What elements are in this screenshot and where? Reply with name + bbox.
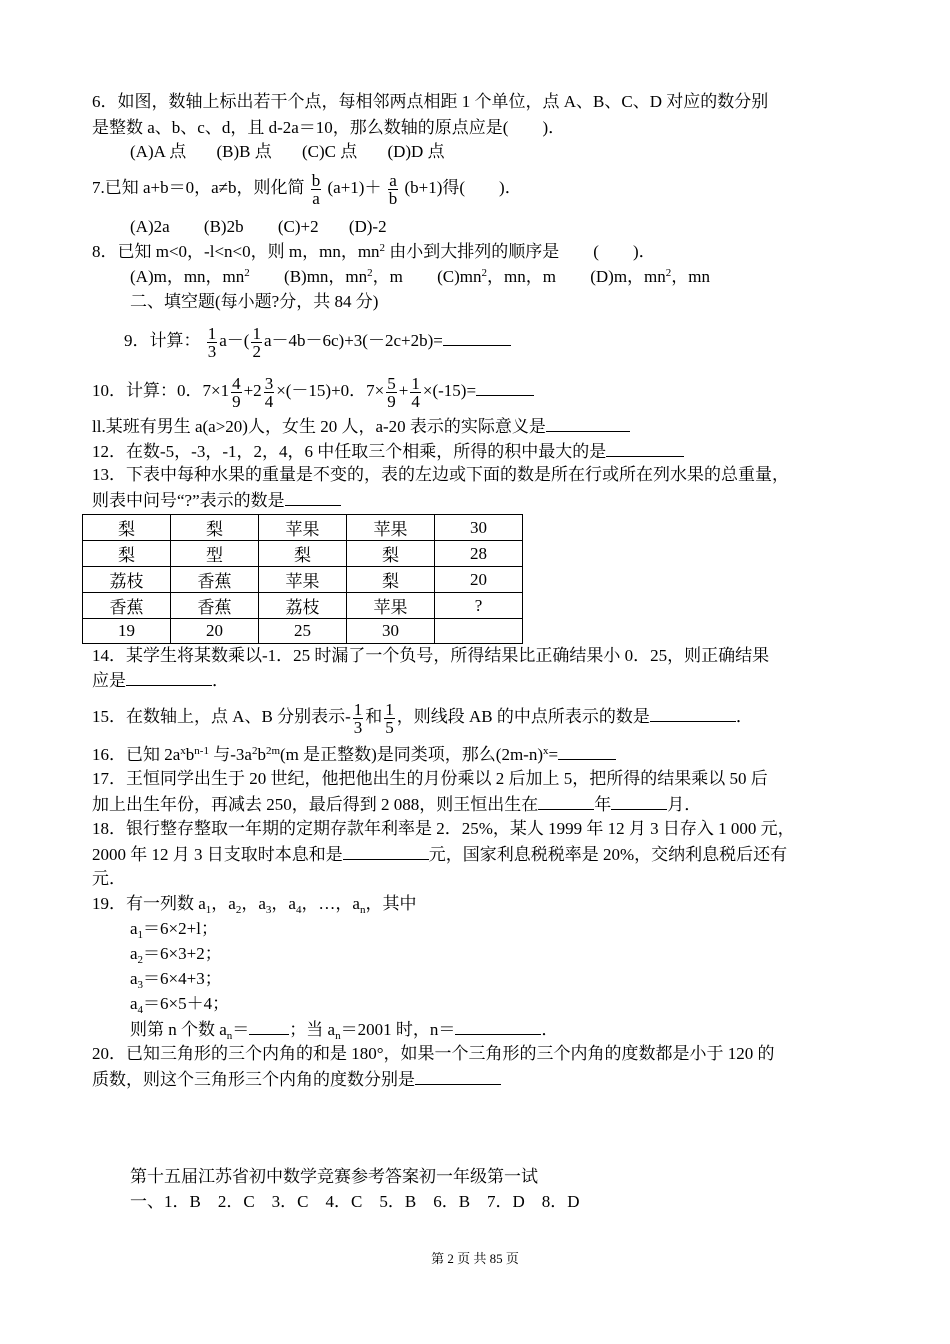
- q9-line: [124, 318, 511, 364]
- q10-prefix: 10．计算：0．7×1: [92, 381, 230, 400]
- q9-f2-num: 1: [252, 323, 261, 343]
- table-cell: 梨: [83, 515, 171, 541]
- q11-text: ll.某班有男生 a(a>20)人，女生 20 人，a-20 表示的实际意义是: [92, 417, 546, 436]
- table-row: [83, 619, 523, 644]
- q9-rest: a－4b－6c)+3(－2c+2b)=: [263, 331, 443, 350]
- q10-f3-den: 9: [387, 391, 396, 411]
- q10-fraction-3: [386, 375, 397, 410]
- q9-f1-den: 3: [207, 341, 217, 361]
- q15-f2-num: 1: [385, 699, 394, 719]
- q19-ask-c: ；当 a: [289, 1020, 336, 1039]
- q19-tail: ，其中: [365, 894, 417, 913]
- q10-f1-num: 4: [232, 373, 241, 393]
- q13-answer-blank: [285, 489, 341, 506]
- q17-year-blank: [538, 793, 594, 810]
- q7-option-b: (B)2b: [203, 217, 244, 236]
- q19-a4: a: [288, 894, 296, 913]
- q19-row3: [130, 968, 222, 990]
- q7-option-a: (A)2a: [130, 217, 170, 236]
- q8-option-c: (C)mn: [437, 267, 482, 286]
- q16-s2: n-1: [194, 745, 209, 757]
- table-cell: 20: [435, 567, 523, 593]
- table-cell: 苹果: [259, 567, 347, 593]
- q19-sub3: 3: [265, 904, 272, 916]
- table-cell: 香蕉: [171, 593, 259, 619]
- q9-prefix: 9．计算：: [124, 331, 201, 350]
- q19-intro-text: 19．有一列数 a: [92, 894, 206, 913]
- q8-option-c-tail: ，mn，m: [487, 267, 556, 286]
- q7-f2-num: a: [389, 170, 397, 190]
- q19-sub2: 2: [235, 904, 242, 916]
- q16-t1: 16．已知 2a: [92, 745, 181, 764]
- q8-text-a: 8．已知 m<0，-l<n<0，则 m，mn，mn: [92, 242, 380, 261]
- table-cell: 荔枝: [259, 593, 347, 619]
- q7-fraction-b-over-a: [311, 172, 322, 207]
- q18-line3: 元．: [92, 869, 126, 888]
- q10-f3-num: 5: [387, 373, 396, 393]
- q6-options: [130, 141, 445, 163]
- q10-fraction-4: [410, 375, 421, 410]
- table-cell: ?: [435, 593, 523, 619]
- table-cell: 梨: [171, 515, 259, 541]
- q6-line1: 6．如图，数轴上标出若干个点，每相邻两点相距 1 个单位，点 A、B、C、D 对应的数分别: [92, 92, 769, 111]
- q19-sep3: ，: [271, 894, 289, 913]
- q9-f2-den: 2: [252, 341, 261, 361]
- q16-line: [92, 743, 616, 766]
- q7-fraction-a-over-b: [388, 172, 399, 207]
- q15-fraction-2: [384, 701, 395, 736]
- q8-option-a-sup: 2: [244, 267, 250, 279]
- q19-row4: [130, 993, 229, 1015]
- q11-line: [92, 415, 630, 438]
- table-cell: 苹果: [347, 515, 435, 541]
- q19-row3-sub: 3: [137, 979, 144, 991]
- q19-row3-text: ＝6×4+3；: [143, 969, 222, 988]
- q14-line2: [92, 669, 229, 692]
- table-cell: 梨: [347, 567, 435, 593]
- q8-option-a: (A)m，mn，mn: [130, 267, 245, 286]
- q19-dots: ，…，a: [301, 894, 360, 913]
- q19-row4-sub: 4: [137, 1004, 144, 1016]
- q19-row1-text: ＝6×2+l；: [143, 919, 218, 938]
- q8-sup: 2: [379, 242, 386, 254]
- q7-mid: (a+1)＋: [327, 178, 382, 197]
- q10-p2: +2: [243, 381, 262, 400]
- q16-t4: b: [257, 745, 266, 764]
- q16-answer-blank: [558, 743, 616, 760]
- q16-s4: 2m: [265, 745, 280, 757]
- q15-fraction-1: [353, 701, 364, 736]
- q8-option-b-tail: ，m: [372, 267, 403, 286]
- table-cell: 香蕉: [83, 593, 171, 619]
- table-row: [83, 593, 523, 619]
- page-footer: 第 2 页 共 85 页: [431, 1251, 519, 1266]
- q10-answer-blank: [476, 379, 534, 396]
- q12-answer-blank: [606, 440, 684, 457]
- q10-fraction-2: [264, 375, 275, 410]
- q15-f1-den: 3: [353, 717, 363, 737]
- q10-f1-den: 9: [232, 391, 241, 411]
- q20-answer-blank: [415, 1068, 501, 1085]
- q10-f4-num: 1: [411, 373, 420, 393]
- q20-line2: [92, 1068, 501, 1091]
- table-cell: 28: [435, 541, 523, 567]
- q9-fraction-1: [207, 325, 218, 360]
- q7-f1-den: a: [312, 188, 320, 208]
- q19-row1: [130, 918, 218, 940]
- q19-ask-d: ＝2001 时，n＝: [340, 1020, 456, 1039]
- q7-option-c: (C)+2: [277, 217, 319, 236]
- q15-line: [92, 694, 753, 740]
- q18-text-b: 元，国家利息税税率是 20%，交纳利息税后还有: [428, 845, 788, 864]
- q20-text: 质数，则这个三角形三个内角的度数分别是: [92, 1070, 415, 1089]
- q19-row2-sub: 2: [137, 954, 144, 966]
- q15-prefix: 15．在数轴上，点 A、B 分别表示-: [92, 707, 351, 726]
- q8-text-b: 由小到大排列的顺序是 ( )．: [385, 242, 656, 261]
- q19-sep1: ，: [211, 894, 229, 913]
- q9-f1-num: 1: [207, 323, 217, 343]
- q20-line1: 20．已知三角形的三个内角的和是 180°，如果一个三角形的三个内角的度数都是小于 120 的: [92, 1044, 775, 1063]
- q17-text-a: 加上出生年份，再减去 250，最后得到 2 088，则王恒出生在: [92, 795, 539, 814]
- table-cell: 型: [171, 541, 259, 567]
- q7-f1-num: b: [311, 170, 321, 190]
- q7-f2-den: b: [388, 188, 398, 208]
- q19-ask-sub1: n: [226, 1030, 233, 1042]
- q6-option-b: (B)B 点: [216, 142, 272, 161]
- table-cell: 香蕉: [171, 567, 259, 593]
- q6-option-d: (D)D 点: [387, 142, 445, 161]
- q7-options: [130, 216, 387, 238]
- q14-text: 应是: [92, 671, 126, 690]
- q18-answer-blank: [343, 843, 429, 860]
- q9-fraction-2: [251, 325, 262, 360]
- q6-option-a: (A)A 点: [130, 142, 187, 161]
- q12-line: [92, 440, 684, 463]
- table-cell: [435, 619, 523, 644]
- table-cell: 梨: [83, 541, 171, 567]
- q13-text: 则表中问号“?”表示的数是: [92, 491, 285, 510]
- q10-f2-den: 4: [264, 391, 274, 411]
- q8-option-d: (D)m，mn: [590, 267, 666, 286]
- q17-line2: [92, 793, 701, 816]
- q13-line1: 13．下表中每种水果的重量是不变的，表的左边或下面的数是所在行或所在列水果的总重量，: [92, 465, 789, 484]
- q14-answer-blank: [126, 669, 212, 686]
- q19-row4-text: ＝6×5＋4；: [143, 994, 230, 1013]
- table-cell: 苹果: [347, 593, 435, 619]
- q19-sep2: ，: [241, 894, 259, 913]
- q18-text-a: 2000 年 12 月 3 日支取时本息和是: [92, 845, 343, 864]
- q16-t6: =: [548, 745, 559, 764]
- q14-end: ．: [212, 671, 229, 690]
- q10-fraction-1: [231, 375, 242, 410]
- q6-option-c: (C)C 点: [301, 142, 358, 161]
- q9-a: a－(: [219, 331, 250, 350]
- q19-row1-sub: 1: [137, 929, 144, 941]
- q17-line1: 17．王恒同学出生于 20 世纪，他把他出生的月份乘以 2 后加上 5，把所得的结果乘以 50 后: [92, 769, 768, 788]
- q7-option-d: (D)-2: [348, 217, 387, 236]
- q10-f2-num: 3: [264, 373, 274, 393]
- q11-answer-blank: [546, 415, 630, 432]
- q7-line: [92, 165, 522, 211]
- q19-sub1: 1: [205, 904, 212, 916]
- q19-ask-b: ＝: [232, 1020, 250, 1039]
- q19-row3-a: a: [130, 969, 138, 988]
- q15-suffix: ，则线段 AB 的中点所表示的数是: [396, 707, 650, 726]
- table-row: [83, 541, 523, 567]
- q19-sub4: 4: [295, 904, 302, 916]
- q19-ask-a: 则第 n 个数 a: [130, 1020, 227, 1039]
- q19-n-blank: [455, 1018, 541, 1035]
- table-cell: 20: [171, 619, 259, 644]
- q16-t2: b: [185, 745, 195, 764]
- q19-row2: [130, 943, 222, 965]
- q8-option-d-sup: 2: [665, 267, 672, 279]
- q8-line: [92, 241, 656, 263]
- q16-t3: 与-3a: [208, 745, 252, 764]
- answer-line: 一、1．B 2．C 3．C 4．C 5．B 6．B 7．D 8．D: [130, 1192, 580, 1211]
- fruit-weight-table: [82, 514, 523, 644]
- q7-prefix: 7.已知 a+b＝0，a≠b，则化简: [92, 178, 305, 197]
- q9-answer-blank: [443, 329, 511, 346]
- q10-p5: ×(-15)=: [422, 381, 477, 400]
- q8-option-c-sup: 2: [481, 267, 488, 279]
- table-cell: 梨: [347, 541, 435, 567]
- section-fill-in-heading: 二、填空题(每小题?分，共 84 分): [130, 292, 379, 311]
- q15-mid: 和: [365, 707, 383, 726]
- q16-s5: x: [543, 745, 549, 757]
- q19-row2-text: ＝6×3+2；: [143, 944, 222, 963]
- q18-line2: [92, 843, 787, 866]
- table-cell: 梨: [259, 541, 347, 567]
- table-cell: 19: [83, 619, 171, 644]
- q12-text: 12．在数-5，-3，-1，2，4，6 中任取三个相乘，所得的积中最大的是: [92, 442, 607, 461]
- q19-row2-a: a: [130, 944, 138, 963]
- q8-option-b: (B)mn，mn: [284, 267, 368, 286]
- q17-text-b: 年: [594, 795, 612, 814]
- q16-s3: 2: [251, 745, 258, 757]
- q19-a2: a: [228, 894, 236, 913]
- q19-row4-a: a: [130, 994, 138, 1013]
- q19-ask-e: ．: [541, 1020, 559, 1039]
- answer-title: 第十五届江苏省初中数学竞赛参考答案初一年级第一试: [130, 1167, 538, 1186]
- q8-options: [130, 266, 710, 288]
- table-cell: 荔枝: [83, 567, 171, 593]
- q19-intro: [92, 893, 416, 915]
- q10-p4: +: [398, 381, 409, 400]
- q19-a3: a: [258, 894, 266, 913]
- q17-month-blank: [611, 793, 667, 810]
- q8-option-d-tail: ，mn: [671, 267, 710, 286]
- q6-line2: 是整数 a、b、c、d，且 d-2a＝10，那么数轴的原点应是( )．: [92, 118, 566, 137]
- table-row: [83, 567, 523, 593]
- table-cell: 30: [435, 515, 523, 541]
- q19-ask-sub2: n: [335, 1030, 341, 1042]
- q10-line: [92, 368, 534, 414]
- q14-line1: 14．某学生将某数乘以-1．25 时漏了一个负号，所得结果比正确结果小 0．25，则正确结果: [92, 646, 770, 665]
- q19-formula-blank: [249, 1018, 289, 1035]
- q17-text-c: 月．: [667, 795, 702, 814]
- q16-t5: (m 是正整数)是同类项，那么(2m-n): [280, 745, 544, 764]
- q15-f1-num: 1: [353, 699, 363, 719]
- table-cell: 25: [259, 619, 347, 644]
- table-cell: 30: [347, 619, 435, 644]
- q15-end: ．: [735, 707, 753, 726]
- q16-s1: x: [180, 745, 186, 757]
- q7-suffix: (b+1)得( )．: [404, 178, 522, 197]
- table-row: [83, 515, 523, 541]
- q18-line1: 18．银行整存整取一年期的定期存款年利率是 2．25%，某人 1999 年 12 月 3 日存入 1 000 元，: [92, 819, 795, 838]
- table-cell: 苹果: [259, 515, 347, 541]
- q13-line2: [92, 489, 341, 512]
- q19-ask: [130, 1018, 558, 1041]
- q15-answer-blank: [650, 705, 736, 722]
- q10-p3: ×(－15)+0．7×: [276, 381, 385, 400]
- q19-subn: n: [359, 904, 366, 916]
- q8-option-b-sup: 2: [367, 267, 373, 279]
- q10-f4-den: 4: [411, 391, 420, 411]
- q15-f2-den: 5: [385, 717, 394, 737]
- q19-row1-a: a: [130, 919, 138, 938]
